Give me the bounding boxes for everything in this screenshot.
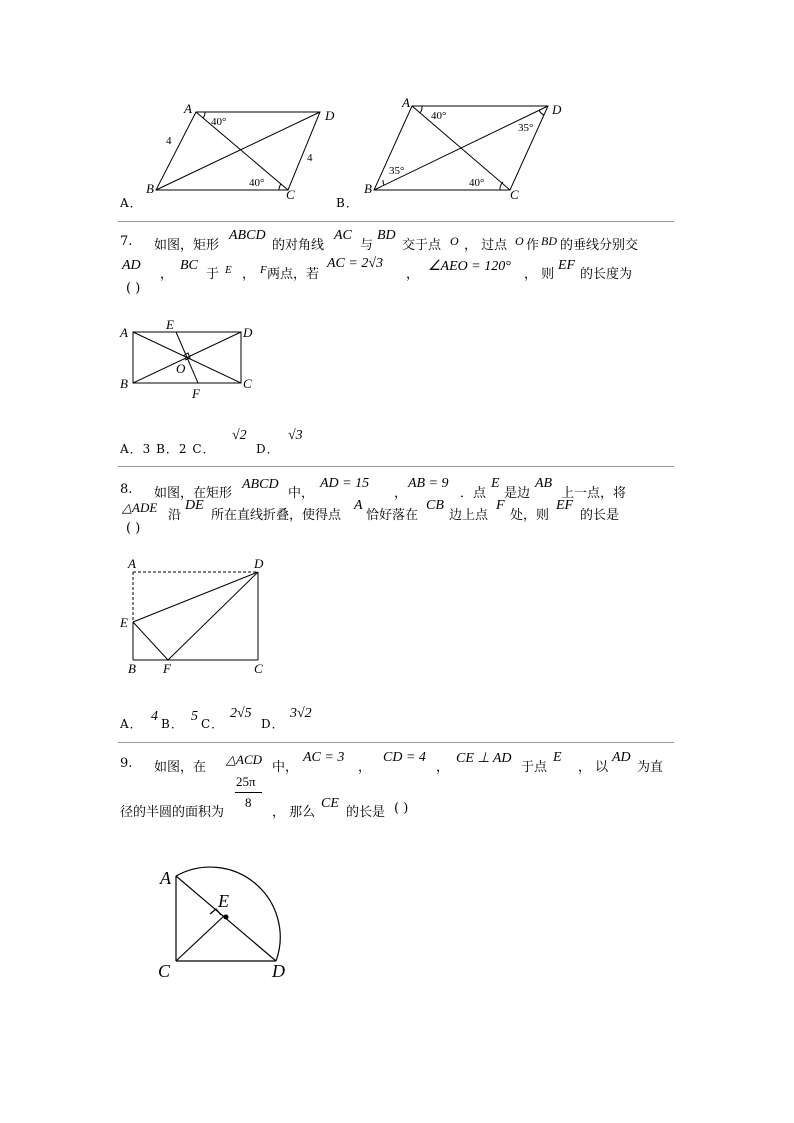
q9-text: 的长是: [346, 805, 386, 820]
q9-fraction-denominator: 8: [245, 795, 252, 810]
q8-text: 如图，在矩形: [154, 486, 233, 501]
label-c: C: [254, 661, 263, 676]
q9-text: 如图，在: [154, 760, 207, 775]
q7-text: 两点，若: [267, 267, 320, 282]
q9-number: 9.: [120, 756, 133, 771]
q6-option-a: A．: [120, 196, 143, 210]
q8-math: F: [496, 498, 505, 513]
q8-math: CB: [426, 498, 444, 513]
q8-math: AB = 9: [408, 476, 449, 491]
q8-text: 处，则: [510, 508, 550, 523]
label-d: D: [552, 102, 562, 117]
q7-text: 与: [360, 238, 374, 253]
q7-text: 作: [526, 238, 540, 253]
q7-math: ∠AEO = 120°: [428, 259, 511, 274]
q9-text: 于点: [521, 760, 548, 775]
label-d: D: [254, 556, 264, 571]
q9-text: ， 以: [578, 760, 609, 775]
q6-option-b: B．: [336, 196, 359, 210]
q9-math: CD = 4: [383, 750, 426, 765]
q8-math: AB: [535, 476, 553, 491]
side-left: 4: [166, 135, 172, 147]
label-d: D: [243, 325, 253, 340]
label-b: B: [364, 181, 372, 196]
q7-math: O: [450, 234, 459, 248]
label-f: F: [192, 386, 200, 401]
q7-text: ，: [406, 267, 420, 282]
q8-option-b-value: 5: [191, 709, 198, 724]
q9-math: AD: [612, 750, 631, 765]
q7-text: 交于点: [402, 238, 442, 253]
q9-answer-paren: ( ): [394, 801, 409, 816]
label-b: B: [120, 376, 128, 391]
q7-text: ，: [160, 267, 174, 282]
label-a: A: [120, 325, 128, 340]
q8-answer-paren: ( ): [126, 521, 141, 536]
q8-option-a-value: 4: [151, 709, 158, 724]
label-o: O: [176, 361, 186, 376]
q7-text: 的垂线分别交: [560, 238, 639, 253]
label-d: D: [325, 108, 335, 123]
q8-text: ．点: [460, 486, 487, 501]
q7-options-abc: A．3 B．2 C．: [120, 442, 216, 456]
label-c: C: [286, 187, 295, 202]
q8-text: 是边: [504, 486, 531, 501]
point-e: [224, 915, 229, 920]
q8-option-d: D．: [261, 717, 285, 731]
label-f: F: [163, 661, 171, 676]
label-e: E: [218, 891, 229, 911]
q9-text: ， 那么: [272, 805, 316, 820]
label-b: B: [128, 661, 136, 676]
q8-text: 的长是: [580, 508, 620, 523]
q8-math: DE: [185, 498, 204, 513]
q7-math: AD: [122, 258, 141, 273]
q8-text: 恰好落在: [366, 508, 419, 523]
q7-option-d-value: √3: [288, 428, 303, 443]
label-e: E: [120, 615, 128, 630]
q7-text: ， 则: [524, 267, 555, 282]
q7-math: O: [515, 234, 524, 248]
q8-text: 沿: [168, 508, 182, 523]
q7-text: 如图，矩形: [154, 238, 220, 253]
q7-math: BD: [541, 234, 557, 248]
q9-text: ，: [358, 760, 372, 775]
q7-math: EF: [558, 258, 576, 273]
label-a: A: [184, 101, 192, 116]
label-c: C: [243, 376, 252, 391]
label-a: A: [160, 868, 171, 888]
q9-text: ，: [436, 760, 450, 775]
q7-number: 7.: [120, 234, 133, 249]
q7-math: ABCD: [229, 228, 266, 243]
q9-math: CE: [321, 796, 339, 811]
q7-math: BC: [180, 258, 198, 273]
q8-option-c-value: 2√5: [230, 706, 252, 721]
label-a: A: [402, 95, 410, 110]
q8-math: E: [491, 476, 500, 491]
q8-text: 所在直线折叠，使得点: [211, 508, 342, 523]
angle-top: 40°: [431, 110, 447, 122]
q7-text: 的对角线: [272, 238, 325, 253]
q9-math: AC = 3: [303, 750, 345, 765]
label-e: E: [166, 317, 174, 332]
angle-bottom: 40°: [249, 177, 265, 189]
q9-text: 径的半圆的面积为: [120, 805, 225, 820]
q8-option-c: C．: [201, 717, 225, 731]
q7-text: 于: [206, 267, 220, 282]
q7-math: BD: [377, 228, 396, 243]
q8-text: 边上点: [449, 508, 489, 523]
label-d: D: [272, 961, 285, 981]
side-right: 4: [307, 152, 313, 164]
label-c: C: [510, 187, 519, 202]
angle-left: 35°: [389, 165, 405, 177]
q7-option-c-value: √2: [232, 428, 247, 443]
q7-math: AC: [334, 228, 352, 243]
q8-math: AD = 15: [320, 476, 370, 491]
q7-text: ， 过点: [464, 238, 508, 253]
q8-math: A: [354, 498, 363, 513]
q8-math: △ADE: [122, 500, 158, 515]
q7-math: F: [260, 264, 267, 276]
q7-math: E: [225, 264, 232, 276]
q8-text: 上一点，将: [561, 486, 627, 501]
q8-text: 中，: [288, 486, 315, 501]
label-c: C: [158, 961, 171, 981]
q8-option-d-value: 3√2: [290, 706, 312, 721]
q9-fraction-numerator: 25π: [236, 774, 256, 789]
segment-ce: [176, 915, 225, 961]
q7-answer-paren: ( ): [126, 281, 141, 296]
q9-math: E: [553, 750, 562, 765]
q7-math: AC = 2√3: [327, 256, 384, 271]
q8-number: 8.: [120, 482, 133, 497]
q9-text: 为直: [637, 760, 664, 775]
q8-text: ，: [394, 486, 408, 501]
q9-text: 中，: [272, 760, 299, 775]
angle-bottom: 40°: [469, 177, 485, 189]
q8-option-b: B．: [161, 717, 184, 731]
label-b: B: [146, 181, 154, 196]
q9-math: CE ⊥ AD: [456, 751, 512, 766]
q7-text: ，: [242, 267, 256, 282]
q8-math: EF: [556, 498, 574, 513]
q7-text: 的长度为: [580, 267, 633, 282]
angle-top: 40°: [211, 116, 227, 128]
q7-option-d: D．: [256, 442, 280, 456]
label-a: A: [128, 556, 136, 571]
q8-option-a: A．: [120, 717, 143, 731]
angle-right: 35°: [518, 122, 534, 134]
q8-math: ABCD: [242, 477, 279, 492]
q9-math: △ACD: [226, 752, 262, 767]
